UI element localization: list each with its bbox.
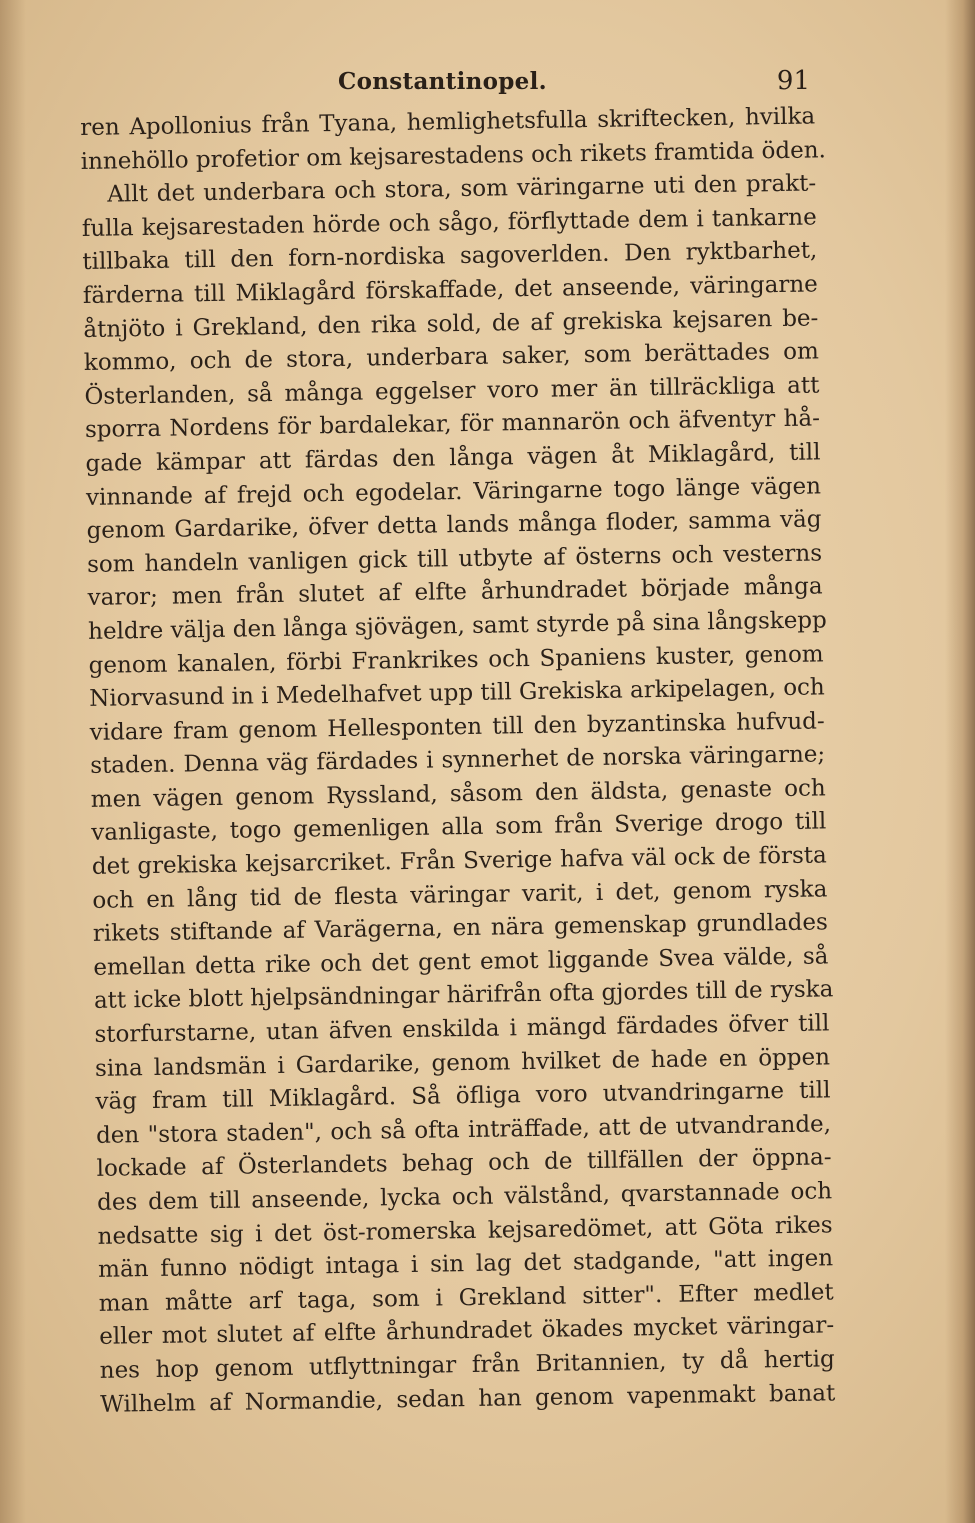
text-line: tillbaka till den forn-nordiska sagoverlden. Den ryktbarhet, [82, 237, 818, 276]
text-line: Niorvasund in i Medelhafvet upp till Grekiska arkipelagen, och [89, 674, 825, 713]
text-line: fulla kejsarestaden hörde och sågo, förflyttade dem i tankarne [81, 204, 817, 242]
text-line: vanligaste, togo gemenligen alla som från Sverige drogo till [91, 808, 827, 847]
running-head [80, 62, 810, 102]
text-line: Wilhelm af Normandie, sedan han genom vapenmakt banat [100, 1379, 836, 1418]
text-line: som handeln vanligen gick till utbyte af österns och vesterns [86, 540, 823, 578]
text-line: åtnjöto i Grekland, den rika sold, de af grekiska kejsaren be- [83, 304, 819, 343]
page-number: 91 [776, 66, 810, 96]
text-line: varor; men från slutet af elfte århundradet började många [87, 573, 823, 612]
text-line: nes hop genom utflyttningar från Britannien, ty då hertig [99, 1346, 835, 1384]
text-line: att icke blott hjelpsändningar härifrån ofta gjordes till de ryska [93, 976, 834, 1015]
text-line: vidare fram genom Hellesponten till den byzantinska hufvud- [89, 708, 825, 746]
text-line: heldre välja den långa sjövägen, samt styrde på sina långskepp [87, 607, 827, 645]
text-line: vinnande af frejd och egodelar. Väringarne togo länge vägen [85, 472, 822, 511]
text-line: och en lång tid de flesta väringar varit, i det, genom ryska [92, 876, 828, 914]
text-line: lockade af Österlandets behag och de tillfällen der öppna- [96, 1144, 832, 1183]
text-line: men vägen genom Ryssland, såsom den äldsta, genaste och [90, 775, 826, 813]
text-line: färderna till Miklagård förskaffade, det anseende, väringarne [82, 271, 819, 309]
text-line: ren Apollonius från Tyana, hemlighetsfulla skriftecken, hvilka [80, 103, 816, 141]
page-left-shadow [0, 0, 26, 1523]
text-line: det grekiska kejsarcriket. Från Sverige hafva väl ock de första [91, 842, 827, 880]
text-line: storfurstarne, utan äfven enskilda i mängd färdades öfver till [94, 1010, 830, 1048]
text-line: sina landsmän i Gardarike, genom hvilket de hade en öppen [94, 1043, 831, 1082]
text-line: väg fram till Miklagård. Så öfliga voro utvandringarne till [95, 1077, 831, 1116]
text-line: man måtte arf taga, som i Grekland sitter". Efter medlet [98, 1279, 834, 1317]
text-line: kommo, och de stora, underbara saker, som berättades om [83, 338, 820, 377]
text-line: rikets stiftande af Varägerna, en nära gemenskap grundlades [92, 909, 829, 948]
text-line: den "stora staden", och så ofta inträffade, att de utvandrande, [95, 1111, 832, 1149]
text-line: genom kanalen, förbi Frankrikes och Spaniens kuster, genom [88, 640, 824, 679]
running-head-title: Constantinopel. [338, 68, 547, 95]
text-line: män funno nödigt intaga i sin lag det stadgande, "att ingen [97, 1245, 834, 1284]
text-line: Allt det underbara och stora, som väringarne uti den prakt- [107, 170, 817, 208]
text-line: gade kämpar att färdas den långa vägen åt Miklagård, till [85, 439, 821, 477]
text-line: des dem till anseende, lycka och välstånd, qvarstannade och [96, 1178, 833, 1216]
text-line: eller mot slutet af elfte århundradet ökades mycket väringar- [99, 1312, 835, 1351]
page-right-edge [945, 0, 975, 1523]
text-line: genom Gardarike, öfver detta lands många floder, samma väg [86, 506, 822, 545]
text-line: sporra Nordens för bardalekar, för mannarön och äfventyr hå- [84, 405, 821, 444]
text-line: innehöllo profetior om kejsarestadens och rikets framtida öden. [80, 136, 827, 175]
text-line: Österlanden, så många eggelser voro mer än tillräckliga att [84, 372, 820, 410]
body-text [80, 100, 835, 1422]
text-line: nedsatte sig i det öst-romerska kejsaredömet, att Göta rikes [97, 1211, 833, 1250]
text-line: emellan detta rike och det gent emot liggande Svea välde, så [93, 943, 829, 981]
text-line: staden. Denna väg färdades i synnerhet de norska väringarne; [90, 741, 826, 780]
